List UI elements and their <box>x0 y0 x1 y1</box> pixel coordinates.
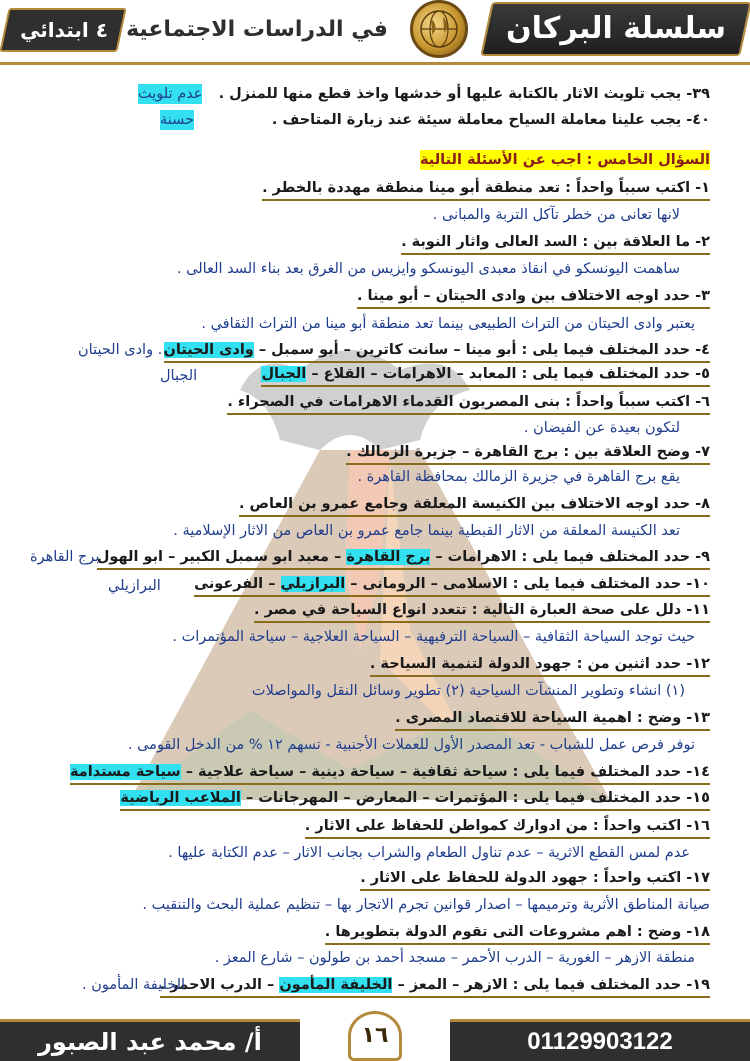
author-name: أ/ محمد عبد الصبور <box>0 1019 300 1061</box>
question-4-highlight: وادى الحيتان <box>163 342 254 358</box>
question-13: ١٣- وضح : اهمية السياحة للاقتصاد المصرى . <box>395 708 710 731</box>
question-10-highlight: البرازيلي <box>280 576 346 592</box>
answer-1: لانها تعانى من خطر تآكل التربة والمبانى . <box>432 207 680 223</box>
answer-8: تعد الكنيسة المعلقة من الاثار القبطية بينما جامع عمرو بن العاص من الاثار الإسلامية . <box>173 523 680 539</box>
phone-number: 01129903122 <box>450 1019 750 1061</box>
question-19-text-b: – الدرب الاحمر . <box>159 977 275 993</box>
question-12: ١٢- حدد اثنين من : جهود الدولة لتنمية السياحة . <box>370 654 710 677</box>
subject-title: في الدراسات الاجتماعية <box>126 17 388 42</box>
answer-19: الخليفة المأمون . <box>82 977 186 993</box>
answer-40: حسنة <box>160 112 195 128</box>
question-9-text-b: – معبد ابو سمبل الكبير – ابو الهول <box>96 549 342 565</box>
question-4-text: ٤- حدد المختلف فيما يلى : أبو مينا – سانت كاترين – أبو سمبل – <box>258 342 710 358</box>
series-title: سلسلة البركان <box>506 11 726 46</box>
answer-10: البرازيلي <box>108 578 161 594</box>
question-3: ٣- حدد اوجه الاختلاف بين وادى الحيتان – أبو مينا . <box>357 286 710 309</box>
section-title: السؤال الخامس : اجب عن الأسئلة التالية <box>420 152 710 168</box>
question-2: ٢- ما العلاقة بين : السد العالى واثار النوبة . <box>401 232 710 255</box>
question-19-text-a: ١٩- حدد المختلف فيما يلى : الازهر – المعز – <box>397 977 710 993</box>
page-footer <box>0 1011 750 1061</box>
question-15-text: ١٥- حدد المختلف فيما يلى : المؤتمرات – المعارض – المهرجانات – <box>245 790 710 806</box>
question-9-text-a: ٩- حدد المختلف فيما يلى : الاهرامات – <box>435 549 710 565</box>
answer-6: لتكون بعيدة عن الفيضان . <box>523 420 680 436</box>
question-10-text-b: – الفرعونى <box>194 576 276 592</box>
answer-39: عدم تلويث <box>138 86 203 102</box>
question-9 <box>97 547 710 570</box>
answer-16: عدم لمس القطع الاثرية – عدم تناول الطعام والشراب بجانب الاثار – عدم الكتابة عليها . <box>168 845 690 861</box>
question-18: ١٨- وضح : اهم مشروعات التى تقوم الدولة بتطويرها . <box>325 922 710 945</box>
question-6: ٦- اكتب سبباً واحداً : بنى المصريون القدماء الاهرامات في الصحراء . <box>227 392 710 415</box>
question-7: ٧- وضح العلاقة بين : برج القاهرة – جزيرة الزمالك . <box>346 442 710 465</box>
answer-12: (١) انشاء وتطوير المنشآت السياحية (٢) تطوير وسائل النقل والمواصلات <box>251 683 685 699</box>
question-11: ١١- دلل على صحة العبارة التالية : تتعدد انواع السياحة في مصر . <box>254 600 710 623</box>
question-9-highlight: برج القاهرة <box>346 549 431 565</box>
question-19-highlight: الخليفة المأمون <box>279 977 393 993</box>
answer-3: يعتبر وادى الحيتان من التراث الطبيعى بينما تعد منطقة أبو مينا من التراث الثقافي . <box>201 316 695 332</box>
answer-7: يقع برج القاهرة في جزيرة الزمالك بمحافظة القاهرة . <box>357 469 680 485</box>
statement-39: ٣٩- يجب تلويث الاثار بالكتابة عليها أو خدشها واخذ قطع منها للمنزل . <box>218 86 710 102</box>
page-number: ١٦ <box>348 1011 402 1061</box>
question-16: ١٦- اكتب واحداً : من ادوارك كمواطن للحفاظ على الاثار . <box>305 816 710 839</box>
answer-17: صيانة المناطق الأثرية وترميمها – اصدار قوانين تجرم الاتجار بها – تنظيم عملية البحث والتنقيب . <box>142 897 710 913</box>
question-15-highlight: الملاعب الرياضية <box>120 790 241 806</box>
question-14 <box>70 762 710 785</box>
answer-5: الجبال <box>160 368 198 384</box>
question-19 <box>160 975 710 998</box>
question-10-text-a: ١٠- حدد المختلف فيما يلى : الاسلامى – الرومانى – <box>350 576 710 592</box>
answer-4: . وادى الحيتان <box>78 342 163 358</box>
statement-40: ٤٠- يجب علينا معاملة السياح معاملة سيئة عند زيارة المتاحف . <box>271 112 710 128</box>
question-8: ٨- حدد اوجه الاختلاف بين الكنيسة المعلقة وجامع عمرو بن العاص . <box>239 494 710 517</box>
question-5-highlight: الجبال <box>261 366 307 382</box>
grade-label: ٤ ابتدائي <box>20 18 108 42</box>
question-5 <box>261 364 710 387</box>
question-15 <box>120 788 710 811</box>
question-14-text: ١٤- حدد المختلف فيما يلى : سياحة ثقافية – سياحة دينية – سياحة علاجية – <box>185 764 710 780</box>
answer-13: توفر فرص عمل للشباب - تعد المصدر الأول للعملات الأجنبية - تسهم ١٢ % من الدخل القومى . <box>127 737 695 753</box>
question-5-text: ٥- حدد المختلف فيما يلى : المعابد – الاهرامات – القلاع – <box>311 366 710 382</box>
question-1: ١- اكتب سبباً واحداً : تعد منطقة أبو مينا منطقة مهددة بالخطر . <box>262 178 710 201</box>
question-10 <box>194 574 710 597</box>
answer-2: ساهمت اليونسكو في انقاذ معبدى اليونسكو وايزيس من الغرق بعد بناء السد العالى . <box>176 261 680 277</box>
answer-11: حيث توجد السياحة الثقافية – السياحة الترفيهية – السياحة العلاجية – سياحة المؤتمرات . <box>172 629 695 645</box>
question-17: ١٧- اكتب واحداً : جهود الدولة للحفاظ على الاثار . <box>360 868 710 891</box>
question-14-highlight: سياحة مستدامة <box>70 764 181 780</box>
question-4 <box>164 340 710 363</box>
answer-9: برج القاهرة <box>30 549 100 565</box>
answer-18: منطقة الازهر – الغورية – الدرب الأحمر – مسجد أحمد بن طولون – شارع المعز . <box>214 950 695 966</box>
